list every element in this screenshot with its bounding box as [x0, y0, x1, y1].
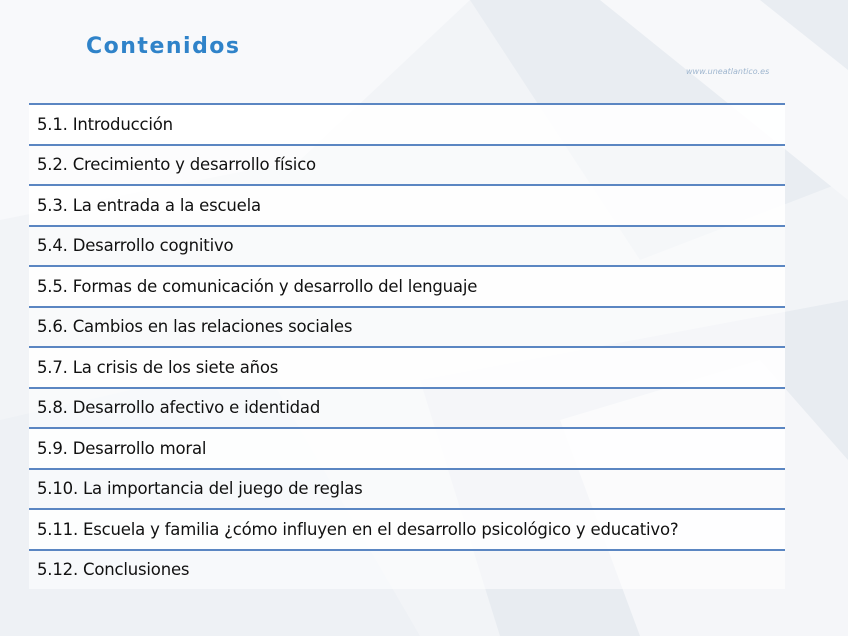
toc-item-5-10	[29, 470, 785, 511]
table-of-contents	[29, 103, 785, 589]
toc-item-5-6	[29, 308, 785, 349]
page-title: Contenidos	[86, 34, 241, 59]
toc-item-5-5	[29, 267, 785, 308]
toc-item-5-2	[29, 146, 785, 187]
toc-item-5-4	[29, 227, 785, 268]
toc-item-label: 5.12. Conclusiones	[37, 560, 190, 580]
toc-item-5-9	[29, 429, 785, 470]
toc-item-label: 5.7. La crisis de los siete años	[37, 357, 279, 377]
toc-item-label: 5.2. Crecimiento y desarrollo físico	[37, 155, 316, 175]
toc-item-5-12	[29, 551, 785, 590]
toc-item-label: 5.4. Desarrollo cognitivo	[37, 236, 234, 256]
toc-item-5-11	[29, 510, 785, 551]
toc-item-label: 5.11. Escuela y familia ¿cómo influyen en el desarrollo psicológico y educativo?	[37, 519, 679, 539]
toc-item-label: 5.5. Formas de comunicación y desarrollo del lenguaje	[37, 276, 478, 296]
toc-item-5-1	[29, 105, 785, 146]
toc-item-5-3	[29, 186, 785, 227]
toc-item-5-7	[29, 348, 785, 389]
toc-item-label: 5.8. Desarrollo afectivo e identidad	[37, 398, 321, 418]
website-url: www.uneatlantico.es	[686, 67, 770, 76]
toc-item-5-8	[29, 389, 785, 430]
toc-item-label: 5.1. Introducción	[37, 114, 173, 134]
toc-item-label: 5.6. Cambios en las relaciones sociales	[37, 317, 353, 337]
toc-item-label: 5.10. La importancia del juego de reglas	[37, 479, 363, 499]
toc-item-label: 5.3. La entrada a la escuela	[37, 195, 261, 215]
toc-item-label: 5.9. Desarrollo moral	[37, 438, 207, 458]
